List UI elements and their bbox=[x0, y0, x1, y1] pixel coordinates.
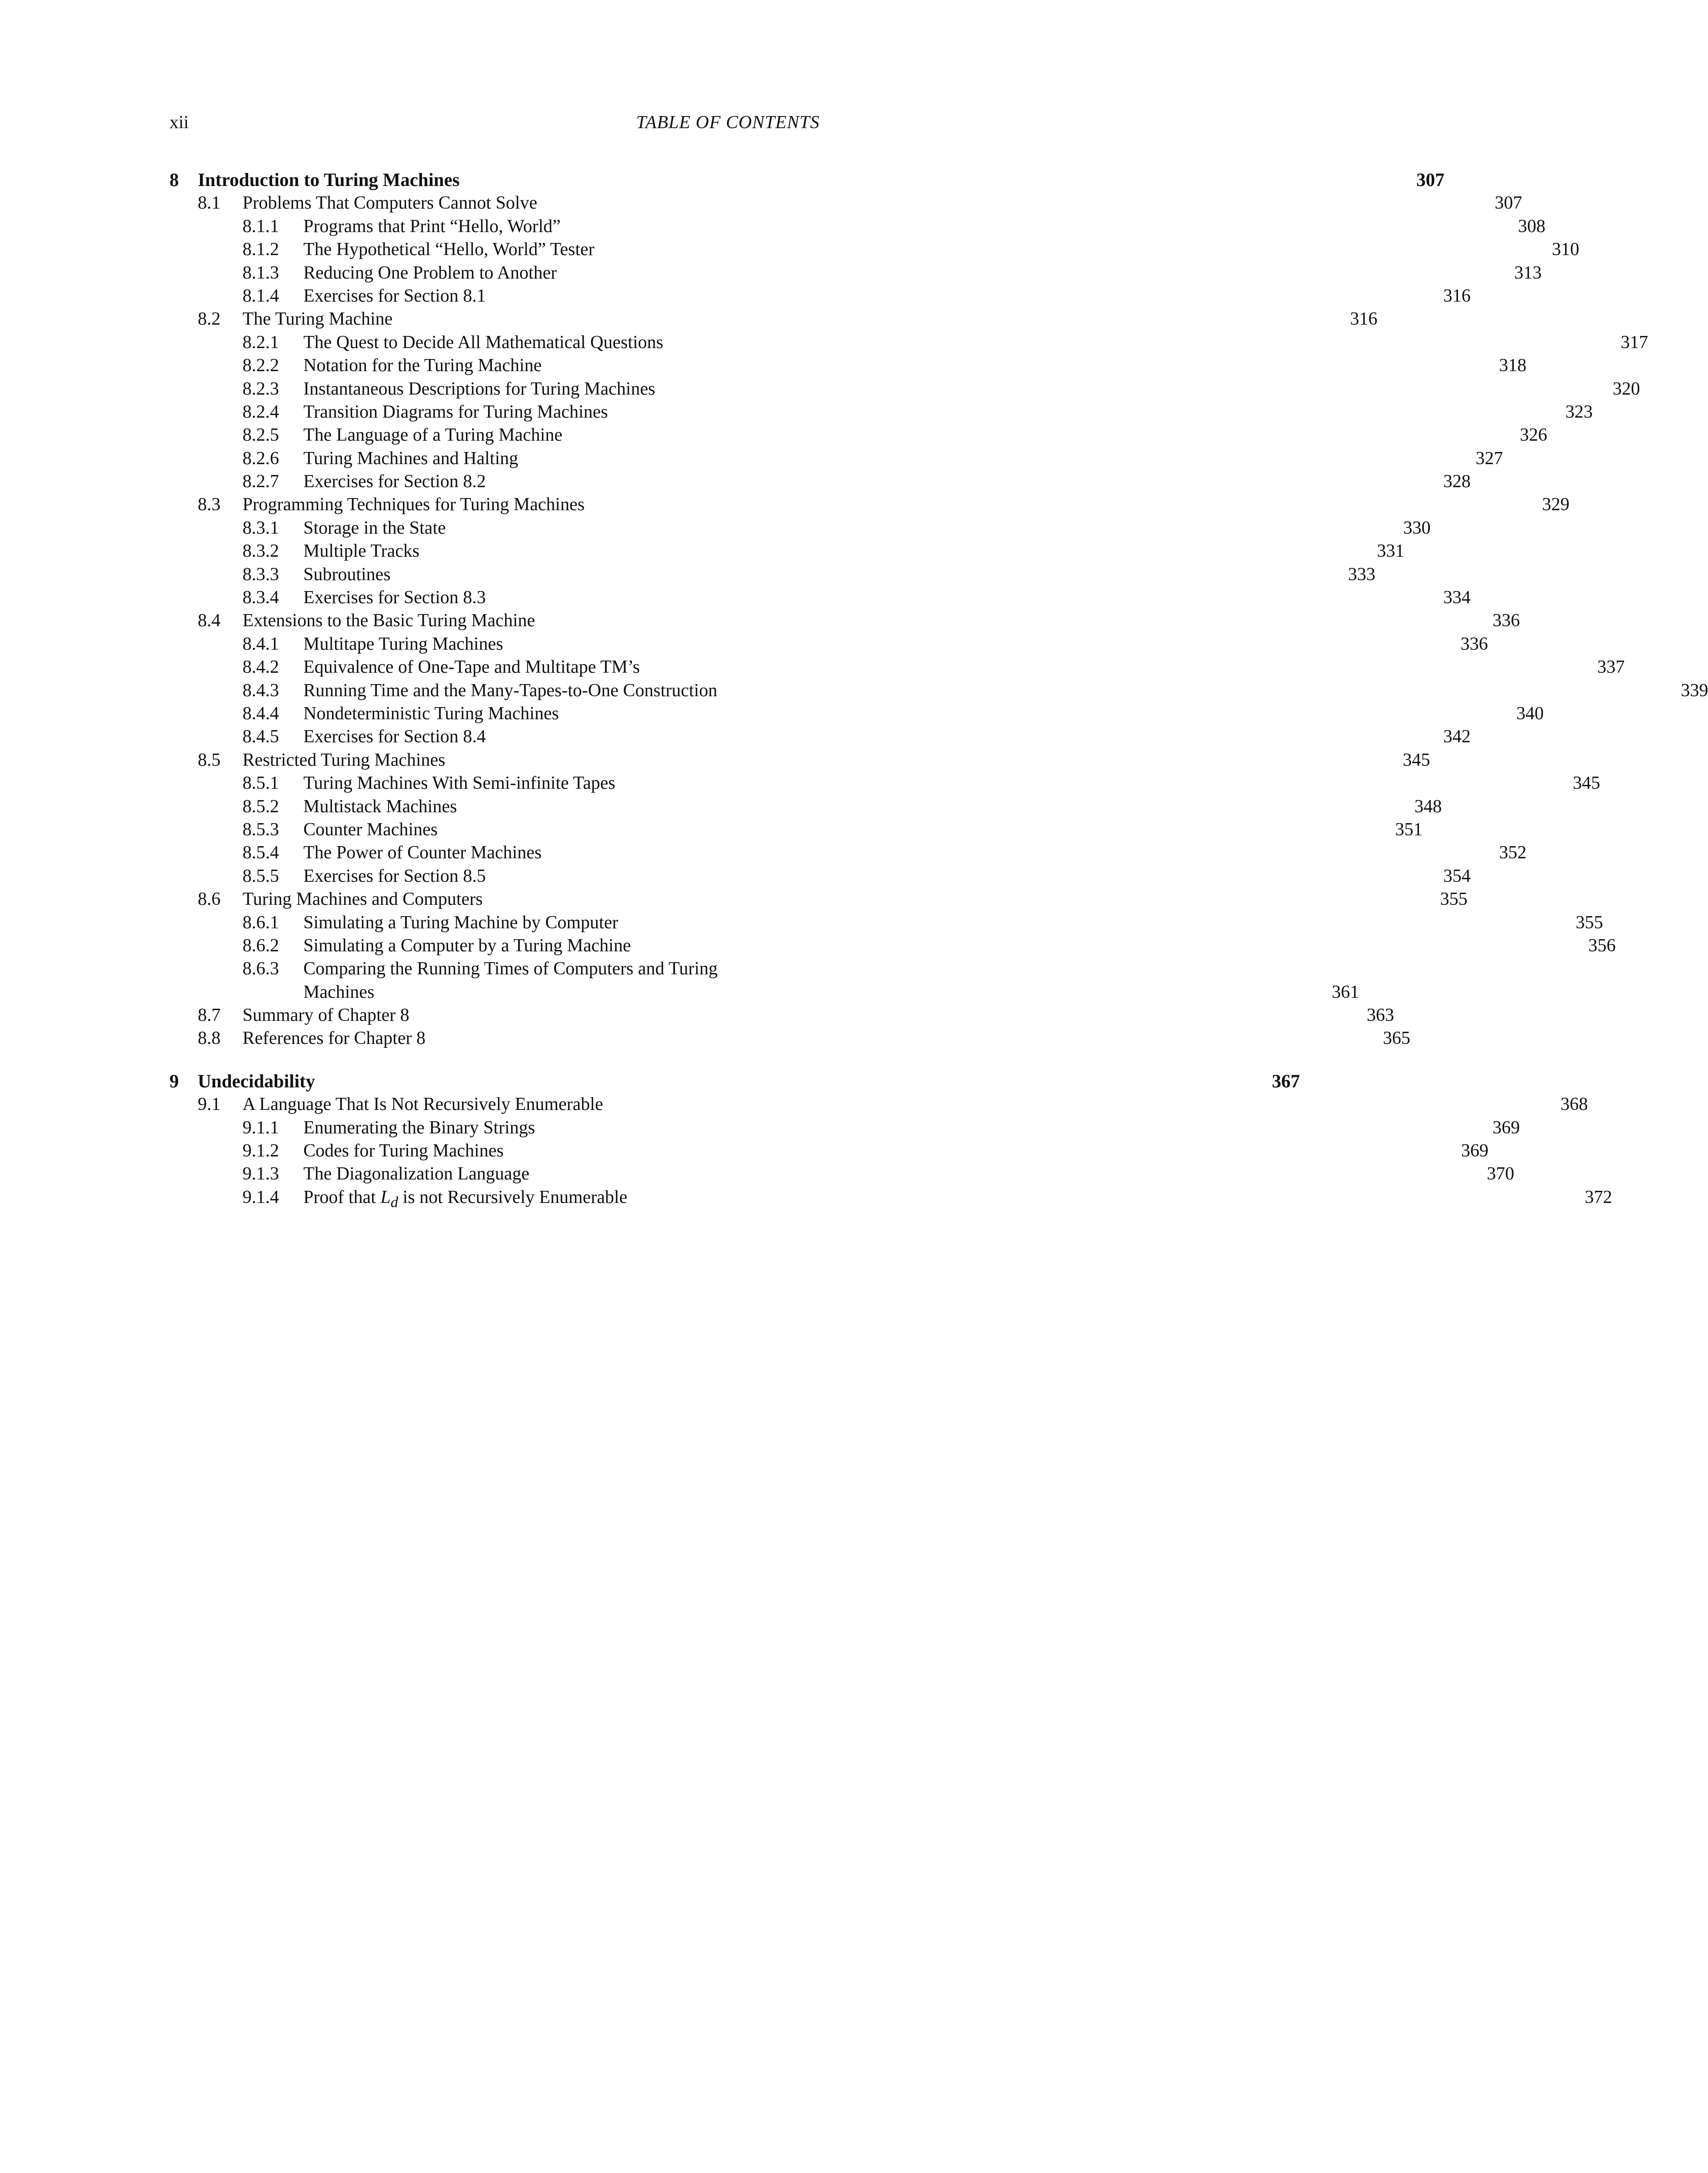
subsection-number: 8.6.1 bbox=[243, 911, 279, 934]
chapter-title: Introduction to Turing Machines bbox=[198, 169, 462, 192]
subsection-number: 8.1.1 bbox=[243, 215, 279, 238]
subsection-page: 334 bbox=[488, 586, 1471, 1890]
subsection-number: 9.1.4 bbox=[243, 1186, 279, 1209]
subsection-page: 317 bbox=[666, 331, 1648, 1635]
subsection-number: 8.2.3 bbox=[243, 378, 279, 401]
subsection-title: Nondeterministic Turing Machines bbox=[303, 702, 562, 725]
subsection-number: 8.3.3 bbox=[243, 563, 279, 586]
table-of-contents bbox=[169, 169, 820, 1209]
toc-subsection-8-4-2[interactable] bbox=[169, 656, 820, 679]
toc-section-8-2[interactable] bbox=[169, 308, 820, 331]
subsection-number: 8.5.3 bbox=[243, 818, 279, 841]
subsection-title: Subroutines bbox=[303, 563, 393, 586]
toc-subsection-8-4-3[interactable] bbox=[169, 679, 820, 702]
subsection-title: Reducing One Problem to Another bbox=[303, 262, 559, 285]
toc-subsection-8-5-2[interactable] bbox=[169, 795, 820, 818]
toc-subsection-8-5-5[interactable] bbox=[169, 865, 820, 888]
subsection-number: 8.5.1 bbox=[243, 772, 279, 795]
entry-content bbox=[303, 1186, 820, 2173]
section-title: References for Chapter 8 bbox=[243, 1027, 428, 1050]
subsection-number: 8.5.2 bbox=[243, 795, 279, 818]
subsection-title: Multiple Tracks bbox=[303, 540, 422, 563]
toc-section-8-4[interactable] bbox=[169, 609, 820, 632]
section-page: 307 bbox=[540, 192, 1522, 1495]
subsection-title-line-2: Machines bbox=[303, 981, 377, 1004]
subsection-title: Equivalence of One-Tape and Multitape TM’s bbox=[303, 656, 642, 679]
subsection-title: The Hypothetical “Hello, World” Tester bbox=[303, 238, 597, 261]
subsection-page: 339 bbox=[717, 679, 1708, 1983]
section-number: 8.4 bbox=[198, 609, 221, 632]
toc-section-8-3[interactable] bbox=[169, 493, 820, 516]
section-page: 363 bbox=[412, 1004, 1394, 2173]
subsection-title: The Diagonalization Language bbox=[303, 1163, 532, 1186]
subsection-page: 345 bbox=[618, 772, 1600, 2076]
chapter-number: 8 bbox=[169, 169, 179, 192]
section-number: 8.5 bbox=[198, 749, 221, 772]
title-prefix: Proof that bbox=[303, 1187, 380, 1207]
toc-subsection-8-2-5[interactable] bbox=[169, 424, 820, 447]
subsection-page: 352 bbox=[544, 841, 1526, 2145]
title-suffix: is not Recursively Enumerable bbox=[398, 1187, 627, 1207]
toc-section-8-5[interactable] bbox=[169, 749, 820, 772]
subsection-page: 361 bbox=[377, 981, 1359, 2173]
toc-subsection-8-6-1[interactable] bbox=[169, 911, 820, 934]
subsection-number: 9.1.2 bbox=[243, 1140, 279, 1163]
subsection-page: 316 bbox=[488, 285, 1471, 1588]
running-head bbox=[169, 112, 820, 138]
subsection-title: Enumerating the Binary Strings bbox=[303, 1116, 538, 1140]
toc-subsection-8-3-3[interactable] bbox=[169, 563, 820, 586]
subsection-page: 308 bbox=[563, 215, 1545, 1519]
subsection-number: 8.2.1 bbox=[243, 331, 279, 354]
toc-section-8-8[interactable] bbox=[169, 1027, 820, 1050]
section-page: 355 bbox=[485, 888, 1468, 2173]
toc-subsection-9-1-1[interactable] bbox=[169, 1116, 820, 1140]
section-page: 329 bbox=[587, 493, 1569, 1797]
toc-subsection-8-5-1[interactable] bbox=[169, 772, 820, 795]
subsection-title: Multistack Machines bbox=[303, 795, 459, 818]
toc-subsection-8-4-1[interactable] bbox=[169, 633, 820, 656]
subsection-page: 351 bbox=[440, 818, 1422, 2122]
subsection-title: Programs that Print “Hello, World” bbox=[303, 215, 563, 238]
section-page: 345 bbox=[448, 749, 1430, 2053]
subsection-number: 8.5.4 bbox=[243, 841, 279, 864]
entry-content bbox=[303, 957, 820, 980]
subsection-number: 8.1.2 bbox=[243, 238, 279, 261]
subsection-page: 369 bbox=[506, 1140, 1489, 2173]
subsection-page: 348 bbox=[459, 795, 1442, 2099]
section-page: 368 bbox=[606, 1093, 1588, 2173]
subsection-page: 370 bbox=[532, 1163, 1514, 2173]
toc-subsection-8-4-5[interactable] bbox=[169, 725, 820, 748]
subsection-page: 333 bbox=[393, 563, 1376, 1867]
subsection-title: Turing Machines and Halting bbox=[303, 447, 521, 470]
section-number: 8.8 bbox=[198, 1027, 221, 1050]
subsection-title: Transition Diagrams for Turing Machines bbox=[303, 401, 611, 424]
toc-subsection-8-1-2[interactable] bbox=[169, 238, 820, 261]
toc-subsection-8-1-3[interactable] bbox=[169, 262, 820, 285]
subsection-page: 356 bbox=[634, 934, 1616, 2173]
toc-section-8-1[interactable] bbox=[169, 192, 820, 215]
toc-chapter-9[interactable] bbox=[169, 1070, 820, 1093]
subsection-title: Simulating a Computer by a Turing Machine bbox=[303, 934, 634, 957]
subsection-title bbox=[303, 1186, 630, 1214]
subsection-number: 8.3.1 bbox=[243, 517, 279, 540]
subsection-number: 9.1.1 bbox=[243, 1116, 279, 1140]
section-title: Restricted Turing Machines bbox=[243, 749, 448, 772]
math-symbol: L bbox=[380, 1187, 390, 1207]
section-title: Extensions to the Basic Turing Machine bbox=[243, 609, 538, 632]
section-number: 8.1 bbox=[198, 192, 221, 215]
chapter-page: 307 bbox=[462, 169, 1445, 1472]
subsection-page: 355 bbox=[621, 911, 1603, 2173]
toc-subsection-9-1-3[interactable] bbox=[169, 1163, 820, 1186]
section-title: Summary of Chapter 8 bbox=[243, 1004, 412, 1027]
toc-subsection-8-3-2[interactable] bbox=[169, 540, 820, 563]
toc-subsection-8-2-1[interactable] bbox=[169, 331, 820, 354]
subsection-page: 342 bbox=[488, 725, 1471, 2029]
subsection-number: 8.6.2 bbox=[243, 934, 279, 957]
toc-subsection-8-5-4[interactable] bbox=[169, 841, 820, 864]
subsection-number: 8.1.4 bbox=[243, 285, 279, 308]
toc-section-8-7[interactable] bbox=[169, 1004, 820, 1027]
subsection-number: 8.2.7 bbox=[243, 470, 279, 493]
toc-subsection-8-6-2[interactable] bbox=[169, 934, 820, 957]
subsection-page: 336 bbox=[506, 633, 1488, 1937]
toc-section-8-6[interactable] bbox=[169, 888, 820, 911]
toc-section-9-1[interactable] bbox=[169, 1093, 820, 1116]
toc-subsection-8-6-3-continued[interactable] bbox=[169, 981, 820, 1004]
subsection-title: Exercises for Section 8.4 bbox=[303, 725, 488, 748]
subsection-page: 328 bbox=[488, 470, 1471, 1774]
subsection-title: Exercises for Section 8.5 bbox=[303, 865, 488, 888]
section-title: Problems That Computers Cannot Solve bbox=[243, 192, 540, 215]
subsection-title-line-1: Comparing the Running Times of Computers and Turing bbox=[303, 957, 720, 980]
subsection-title: Exercises for Section 8.3 bbox=[303, 586, 488, 609]
subsection-title: Simulating a Turing Machine by Computer bbox=[303, 911, 621, 934]
subsection-number: 8.4.1 bbox=[243, 633, 279, 656]
subsection-title: Storage in the State bbox=[303, 517, 449, 540]
subsection-title: The Power of Counter Machines bbox=[303, 841, 544, 864]
toc-subsection-8-2-6[interactable] bbox=[169, 447, 820, 470]
subsection-number: 8.4.5 bbox=[243, 725, 279, 748]
subsection-number: 8.6.3 bbox=[243, 957, 279, 980]
section-number: 8.3 bbox=[198, 493, 221, 516]
math-subscript: d bbox=[391, 1193, 399, 1210]
toc-subsection-8-3-4[interactable] bbox=[169, 586, 820, 609]
subsection-title: Exercises for Section 8.1 bbox=[303, 285, 488, 308]
subsection-number: 8.5.5 bbox=[243, 865, 279, 888]
subsection-title: Turing Machines With Semi-infinite Tapes bbox=[303, 772, 618, 795]
section-number: 8.2 bbox=[198, 308, 221, 331]
section-title: A Language That Is Not Recursively Enumerable bbox=[243, 1093, 606, 1116]
toc-subsection-8-1-1[interactable] bbox=[169, 215, 820, 238]
subsection-page: 331 bbox=[422, 540, 1404, 1844]
section-page: 365 bbox=[428, 1027, 1410, 2173]
subsection-page: 330 bbox=[449, 517, 1431, 1821]
subsection-number: 8.1.3 bbox=[243, 262, 279, 285]
subsection-page: 369 bbox=[538, 1116, 1520, 2173]
section-title: The Turing Machine bbox=[243, 308, 395, 331]
chapter-number: 9 bbox=[169, 1070, 179, 1093]
subsection-number: 8.2.5 bbox=[243, 424, 279, 447]
toc-subsection-8-3-1[interactable] bbox=[169, 517, 820, 540]
subsection-title: Instantaneous Descriptions for Turing Machines bbox=[303, 378, 658, 401]
subsection-number: 8.4.2 bbox=[243, 656, 279, 679]
subsection-title: The Language of a Turing Machine bbox=[303, 424, 565, 447]
subsection-page: 337 bbox=[642, 656, 1625, 1960]
chapter-title: Undecidability bbox=[198, 1070, 318, 1093]
subsection-title: Codes for Turing Machines bbox=[303, 1140, 506, 1163]
section-title: Turing Machines and Computers bbox=[243, 888, 485, 911]
toc-subsection-8-2-2[interactable] bbox=[169, 354, 820, 377]
subsection-page: 372 bbox=[630, 1186, 1612, 2173]
toc-subsection-8-5-3[interactable] bbox=[169, 818, 820, 841]
toc-subsection-8-4-4[interactable] bbox=[169, 702, 820, 725]
subsection-page: 318 bbox=[544, 354, 1526, 1658]
toc-subsection-9-1-4[interactable] bbox=[169, 1186, 820, 1209]
section-number: 8.7 bbox=[198, 1004, 221, 1027]
subsection-number: 8.4.3 bbox=[243, 679, 279, 702]
subsection-title: Running Time and the Many-Tapes-to-One Construction bbox=[303, 679, 717, 702]
toc-subsection-8-2-3[interactable] bbox=[169, 378, 820, 401]
subsection-page: 313 bbox=[559, 262, 1542, 1565]
toc-subsection-8-2-4[interactable] bbox=[169, 401, 820, 424]
subsection-number: 8.2.2 bbox=[243, 354, 279, 377]
subsection-number: 8.3.2 bbox=[243, 540, 279, 563]
toc-subsection-9-1-2[interactable] bbox=[169, 1140, 820, 1163]
page-folio: xii bbox=[169, 112, 189, 133]
running-title: TABLE OF CONTENTS bbox=[636, 112, 820, 133]
subsection-title: Notation for the Turing Machine bbox=[303, 354, 544, 377]
section-page: 336 bbox=[538, 609, 1520, 1913]
subsection-page: 323 bbox=[611, 401, 1593, 1705]
toc-subsection-8-2-7[interactable] bbox=[169, 470, 820, 493]
toc-subsection-8-1-4[interactable] bbox=[169, 285, 820, 308]
section-page: 316 bbox=[395, 308, 1377, 1611]
section-number: 8.6 bbox=[198, 888, 221, 911]
subsection-number: 8.2.6 bbox=[243, 447, 279, 470]
subsection-title: Counter Machines bbox=[303, 818, 440, 841]
subsection-title: Exercises for Section 8.2 bbox=[303, 470, 488, 493]
subsection-title: Multitape Turing Machines bbox=[303, 633, 506, 656]
subsection-page: 320 bbox=[658, 378, 1640, 1681]
subsection-page: 354 bbox=[488, 865, 1471, 2169]
subsection-title: The Quest to Decide All Mathematical Questions bbox=[303, 331, 666, 354]
subsection-page: 326 bbox=[565, 424, 1547, 1728]
subsection-number: 9.1.3 bbox=[243, 1163, 279, 1186]
toc-subsection-8-6-3[interactable] bbox=[169, 957, 820, 980]
chapter-page: 367 bbox=[318, 1070, 1300, 2173]
subsection-page: 310 bbox=[597, 238, 1579, 1542]
subsection-number: 8.3.4 bbox=[243, 586, 279, 609]
subsection-page: 327 bbox=[521, 447, 1503, 1751]
book-page bbox=[0, 0, 978, 1304]
subsection-page: 340 bbox=[562, 702, 1544, 2006]
subsection-number: 8.2.4 bbox=[243, 401, 279, 424]
section-number: 9.1 bbox=[198, 1093, 221, 1116]
section-title: Programming Techniques for Turing Machines bbox=[243, 493, 587, 516]
toc-chapter-8[interactable] bbox=[169, 169, 820, 192]
subsection-number: 8.4.4 bbox=[243, 702, 279, 725]
